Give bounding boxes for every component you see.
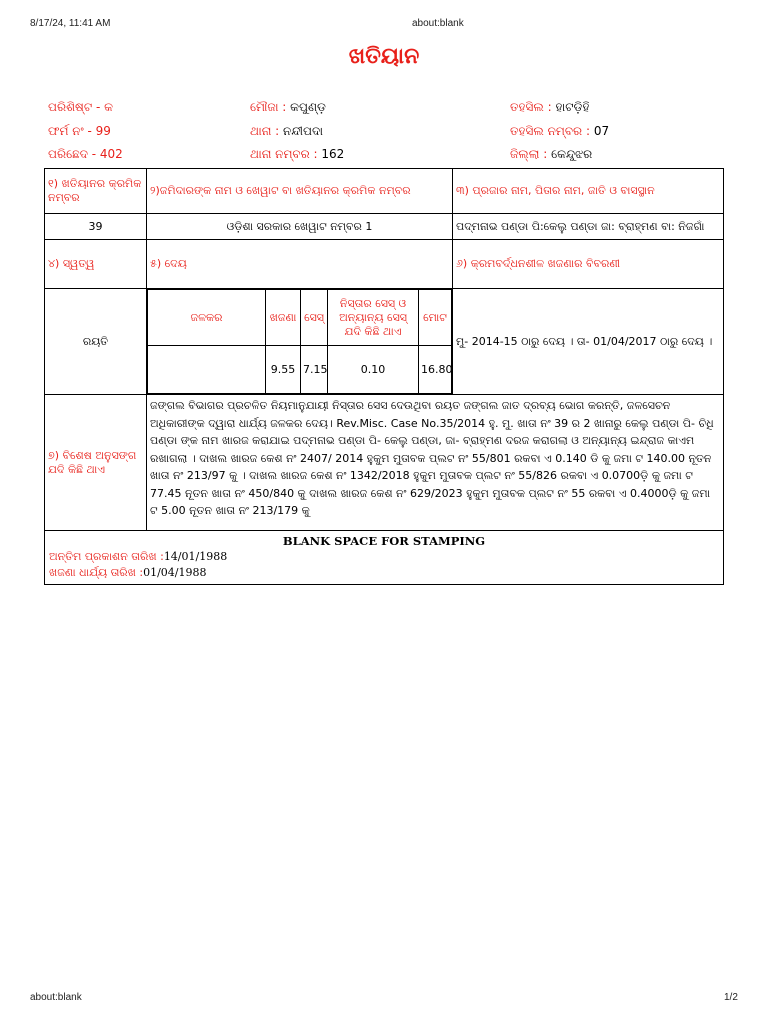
- print-page-number: 1/2: [724, 992, 738, 1003]
- dues-total: 16.80: [419, 346, 452, 394]
- page-title: ଖତିୟାନ: [348, 44, 420, 69]
- special-notes: ଜଙ୍ଗଲ ବିଭାଗର ପ୍ରଚଳିତ ନିୟମାନୁଯାୟୀ ନିସ୍ତାର ସେସ ଦେଉଥିବା ରୟତ ଜଙ୍ଗଲ ଜାତ ଦ୍ରବ୍ୟ ଭୋଗ କରନ୍ତି, ଜଳସେଚନ ଅଧିକାରୀଙ୍କ ଦ୍ୱାରା ଧାର୍ଯ୍ୟ ଜଳକର ଦେୟ। Rev.Misc. Case No.35/2014 ହୁ. ମୁ. ଖାତା ନଂ 39 ର 2 ଖାନାରୁ କେଲୁ ପଣ୍ଡା ପି- ଚିଧି ପଣ୍ଡା ଙ୍କ ନାମ ଖାରଜ କରାଯାଇ ପଦ୍ମନାଭ ପଣ୍ଡା ପି- କେଲୁ ପଣ୍ଡା, ଜା- ବ୍ରାହ୍ମଣ ଦରଜ କରାଗଲା ଓ ଅନ୍ୟାନ୍ୟ ଇନ୍ଦ୍ରାଜ କାଏମ ରଖାଗଲା । ଦାଖଲ ଖାରଜ କେଶ ନଂ 2407/ 2014 ହୁକୁମ ମୁତାବକ ପ୍ଲଟ ନଂ 55/801 ରକବା ଏ 0.140 ଡି କୁ ଜମା ଟ 140.00 ନୂତନ ଖାତା ନଂ 213/97 କୁ । ଦାଖଲ ଖାରଜ କେଶ ନଂ 1342/2018 ହୁକୁମ ମୁତାବକ ପ୍ଲଟ ନଂ 55/826 ରକବା ଏ 0.0700ଡ଼ି କୁ ଜମା ଟ 77.45 ନୂତନ ଖାତା ନଂ 450/840 କୁ ଦାଖଲ ଖାରଜ କେଶ ନଂ 629/2023 ହୁକୁମ ମୁତାବକ ପ୍ଲଟ ନଂ 55 ରକବା ଏ 0.4000ଡ଼ି କୁ ଜମା ଟ 5.00 ନୂତନ ଖାତା ନଂ 213/179 କୁ: [147, 395, 724, 531]
- dues-header-water: ଜଳକର: [148, 290, 266, 346]
- meta-section: ପରିଛେଦ - 402: [48, 147, 123, 161]
- dues-cess: 7.15: [301, 346, 328, 394]
- print-url-bottom: about:blank: [30, 992, 82, 1003]
- landlord-name: ଓଡ଼ିଶା ସରକାର ଖେୱାଟ ନମ୍ବର 1: [147, 214, 453, 240]
- meta-tahasil: ତହସିଲ : ହାଟଡ଼ିହି: [510, 100, 590, 114]
- dues-water: [148, 346, 266, 394]
- tenant-details: ପଦ୍ମନାଭ ପଣ୍ଡା ପି:କେଲୁ ପଣ୍ଡା ଜା: ବ୍ରାହ୍ମଣ ବା: ନିଜଗାଁ: [453, 214, 724, 240]
- dues-table: [147, 289, 452, 394]
- meta-annex: ପରିଶିଷ୍ଟ - କ: [48, 100, 113, 114]
- meta-form-no: ଫର୍ମ ନଂ - 99: [48, 124, 111, 138]
- meta-mouza: ମୌଜା : କପୁଣ୍ଡ଼: [250, 100, 326, 114]
- dues-header-total: ମୋଟ: [419, 290, 452, 346]
- right-type: ରୟତି: [45, 289, 147, 395]
- meta-thana-no: ଥାନା ନମ୍ବର : 162: [250, 147, 345, 161]
- dues-header-other-cess: ନିସ୍ତାର ସେସ୍ ଓ ଅନ୍ୟାନ୍ୟ ସେସ୍ ଯଦି କିଛି ଥାଏ: [328, 290, 419, 346]
- header-serial: ୧) ଖତିୟାନର କ୍ରମିକ ନମ୍ବର: [45, 169, 147, 214]
- dues-other-cess: 0.10: [328, 346, 419, 394]
- stamp-area: [45, 531, 724, 585]
- meta-thana: ଥାନା : ନନ୍ଦୀପଦା: [250, 124, 323, 138]
- dues-cell: [147, 289, 453, 395]
- print-url-top: about:blank: [412, 18, 464, 29]
- progressive-details: ମୁ- 2014-15 ଠାରୁ ଦେୟ । ତା- 01/04/2017 ଠାରୁ ଦେୟ ।: [453, 289, 724, 395]
- stamp-label: BLANK SPACE FOR STAMPING: [282, 534, 486, 548]
- header-tenant: ୩) ପ୍ରଜାର ନାମ, ପିତାର ନାମ, ଜାତି ଓ ବାସସ୍ଥାନ: [453, 169, 724, 214]
- meta-tahasil-no: ତହସିଲ ନମ୍ବର : 07: [510, 124, 610, 138]
- final-publication-date: ଅନ୍ତିମ ପ୍ରକାଶନ ତାରିଖ :14/01/1988: [49, 550, 228, 563]
- meta-district: ଜିଲ୍ଲା : କେନ୍ଦୁଝର: [510, 147, 593, 161]
- header-dues: ୫) ଦେୟ: [147, 240, 453, 289]
- print-datetime: 8/17/24, 11:41 AM: [30, 18, 111, 29]
- header-landlord: ୨)ଜମିଦାରଙ୍କ ନାମ ଓ ଖେୱାଟ ବା ଖତିୟାନର କ୍ରମିକ ନମ୍ବର: [147, 169, 453, 214]
- serial-number: 39: [45, 214, 147, 240]
- header-right: ୪) ସ୍ୱତ୍ୱ: [45, 240, 147, 289]
- dues-header-rent: ଖଜଣା: [266, 290, 301, 346]
- header-progressive: ୬) କ୍ରମବର୍ଦ୍ଧନଶୀଳ ଖଜଣାର ବିବରଣୀ: [453, 240, 724, 289]
- header-special-notes: ୭) ବିଶେଷ ଅନୁସଙ୍ଗ ଯଦି କିଛି ଥାଏ: [45, 395, 147, 531]
- dues-header-cess: ସେସ୍: [301, 290, 328, 346]
- record-table: [44, 168, 724, 585]
- rent-assessment-date: ଖଜଣା ଧାର୍ଯ୍ୟ ତାରିଖ :01/04/1988: [49, 566, 207, 579]
- dues-rent: 9.55: [266, 346, 301, 394]
